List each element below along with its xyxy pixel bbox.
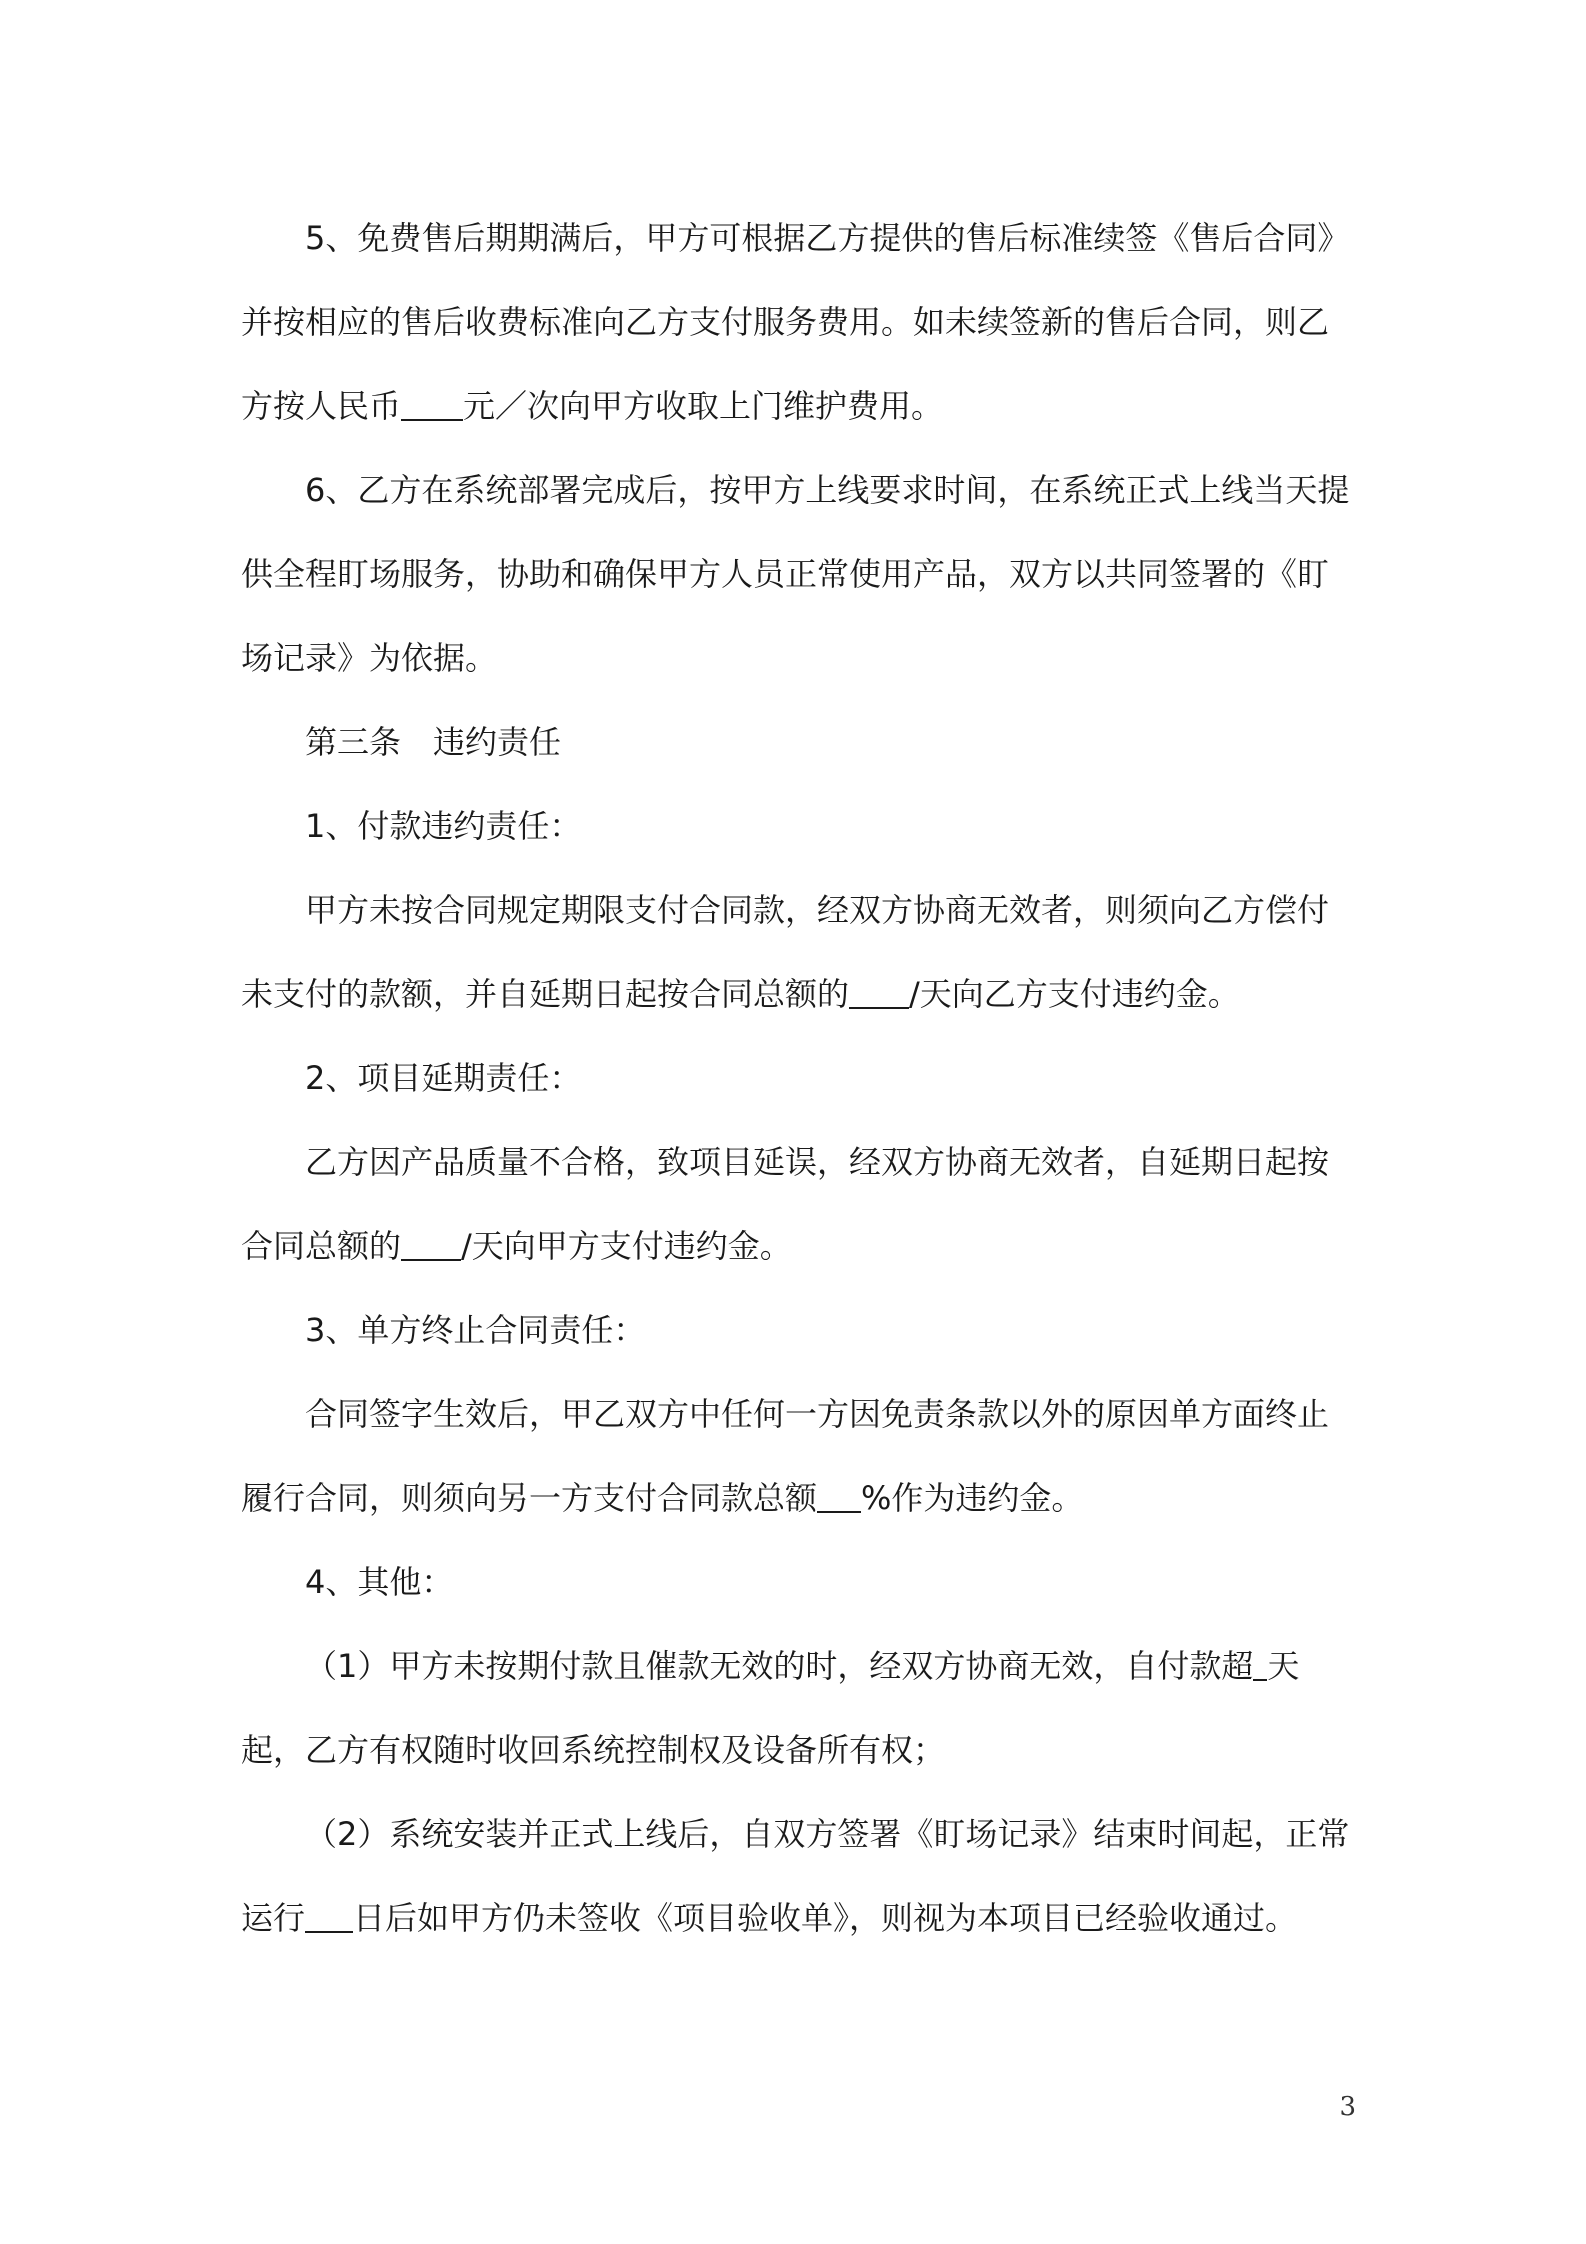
paragraph-delay-liability-title (241, 1036, 1357, 1120)
paragraph-payment-liability-title (241, 784, 1357, 868)
paragraph-text: （1）甲方未按期付款且催款无效的时，经双方协商无效，自付款超 (305, 1647, 1254, 1685)
paragraph-other-item-1 (241, 1624, 1357, 1792)
paragraph-onsite-service (241, 448, 1357, 700)
paragraph-text: 2、项目延期责任： (305, 1059, 582, 1097)
paragraph-text: 乙方因产品质量不合格，致项目延误，经双方协商无效者，自延期日起按合同总额的 (241, 1143, 1330, 1265)
paragraph-text: 6、乙方在系统部署完成后，按甲方上线要求时间，在系统正式上线当天提供全程盯场服务，协助和确保甲方人员正常使用产品，双方以共同签署的《盯场记录》为依据。 (241, 471, 1350, 677)
page-number: 3 (1339, 2092, 1356, 2122)
section-heading-text: 第三条 违约责任 (305, 723, 562, 761)
paragraph-termination-liability (241, 1372, 1357, 1540)
paragraph-payment-liability (241, 868, 1357, 1036)
paragraph-after-sales-renewal (241, 196, 1357, 448)
blank-delay-rate-field (401, 1225, 461, 1261)
contract-body (241, 196, 1357, 1960)
paragraph-text: 合同签字生效后，甲乙双方中任何一方因免责条款以外的原因单方面终止履行合同，则须向另一方支付合同款总额 (241, 1395, 1330, 1517)
paragraph-termination-liability-title (241, 1288, 1357, 1372)
paragraph-text: （2）系统安装并正式上线后，自双方签署《盯场记录》结束时间起，正常运行 (241, 1815, 1350, 1937)
paragraph-text: 1、付款违约责任： (305, 807, 582, 845)
blank-fee-field (401, 385, 463, 421)
paragraph-text: /天向甲方支付违约金。 (461, 1227, 792, 1265)
paragraph-text: /天向乙方支付违约金。 (909, 975, 1240, 1013)
paragraph-text: 3、单方终止合同责任： (305, 1311, 646, 1349)
blank-penalty-rate-field (849, 973, 909, 1009)
paragraph-text: 甲方未按合同规定期限支付合同款，经双方协商无效者，则须向乙方偿付未支付的款额，并自延期日起按合同总额的 (241, 891, 1330, 1013)
blank-termination-percent-field (817, 1477, 861, 1513)
paragraph-text: %作为违约金。 (861, 1479, 1084, 1517)
paragraph-text: 天起，乙方有权随时收回系统控制权及设备所有权； (241, 1647, 1300, 1769)
paragraph-other-title (241, 1540, 1357, 1624)
paragraph-text: 元／次向甲方收取上门维护费用。 (463, 387, 944, 425)
blank-overdue-days-field (1253, 1645, 1267, 1681)
paragraph-other-item-2 (241, 1792, 1357, 1960)
paragraph-text: 5、免费售后期期满后，甲方可根据乙方提供的售后标准续签《售后合同》并按相应的售后收费标准向乙方支付服务费用。如未续签新的售后合同，则乙方按人民币 (241, 219, 1350, 425)
paragraph-delay-liability (241, 1120, 1357, 1288)
paragraph-text: 4、其他： (305, 1563, 454, 1601)
paragraph-text: 日后如甲方仍未签收《项目验收单》，则视为本项目已经验收通过。 (353, 1899, 1298, 1937)
section-heading-liability (241, 700, 1357, 784)
blank-acceptance-days-field (305, 1897, 353, 1933)
